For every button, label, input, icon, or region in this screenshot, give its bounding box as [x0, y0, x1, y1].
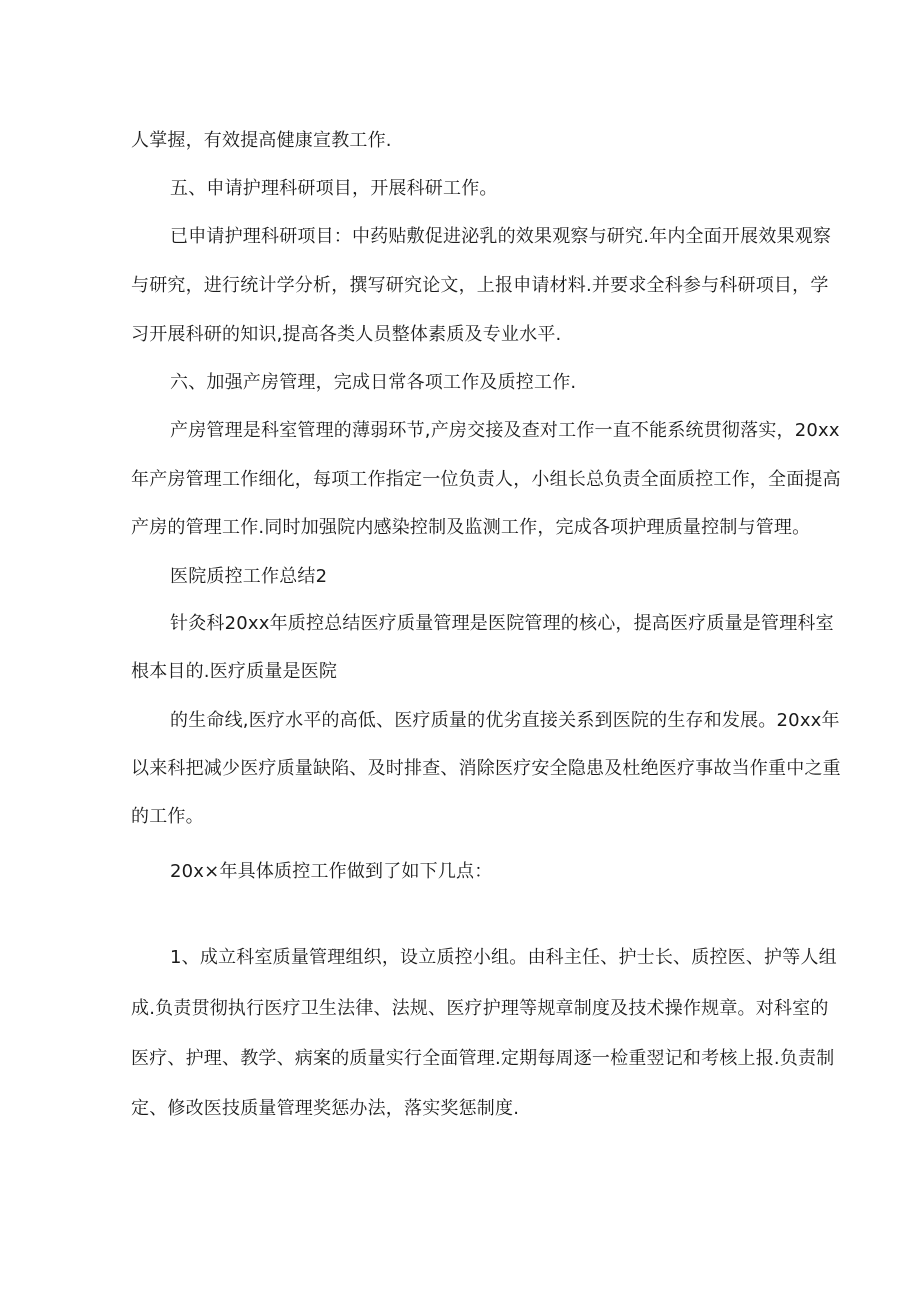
text-line: 以来科把减少医疗质量缺陷、及时排查、消除医疗安全隐患及杜绝医疗事故当作重中之重 — [131, 758, 841, 779]
text-line: 的工作。 — [131, 806, 204, 827]
text-line: 与研究，进行统计学分析，撰写研究论文，上报申请材料.并要求全科参与科研项目，学 — [131, 275, 829, 296]
text-line: 医疗、护理、教学、病案的质量实行全面管理.定期每周逐一检重翌记和考核上报.负责制 — [131, 1048, 835, 1069]
text-line: 产房的管理工作.同时加强院内感染控制及监测工作，完成各项护理质量控制与管理。 — [131, 517, 811, 538]
text-line: 针灸科20xx年质控总结医疗质量管理是医院管理的核心，提高医疗质量是管理科室 — [170, 613, 834, 634]
section-heading: 六、加强产房管理，完成日常各项工作及质控工作. — [170, 372, 577, 393]
text-line: 已申请护理科研项目：中药贴敷促进泌乳的效果观察与研究.年内全面开展效果观察 — [170, 226, 832, 247]
section-heading: 五、申请护理科研项目，开展科研工作。 — [170, 178, 498, 199]
text-line: 年产房管理工作细化，每项工作指定一位负责人，小组长总负责全面质控工作，全面提高 — [131, 469, 841, 490]
text-line: 人掌握，有效提高健康宣教工作. — [131, 130, 392, 151]
text-line: 的生命线,医疗水平的高低、医疗质量的优劣直接关系到医院的生存和发展。20xx年 — [170, 710, 840, 731]
text-line: 产房管理是科室管理的薄弱环节,产房交接及查对工作一直不能系统贯彻落实，20xx — [170, 420, 840, 441]
text-line: 习开展科研的知识,提高各类人员整体素质及专业水平. — [131, 324, 562, 345]
document-subtitle: 医院质控工作总结2 — [170, 566, 328, 587]
text-line: 20x×年具体质控工作做到了如下几点： — [170, 861, 493, 882]
text-line: 根本目的.医疗质量是医院 — [131, 661, 338, 682]
text-line: 1、成立科室质量管理组织，设立质控小组。由科主任、护士长、质控医、护等人组 — [170, 947, 837, 968]
text-line: 成.负责贯彻执行医疗卫生法律、法规、医疗护理等规章制度及技术操作规章。对科室的 — [131, 998, 829, 1019]
text-line: 定、修改医技质量管理奖惩办法，落实奖惩制度. — [131, 1098, 520, 1119]
